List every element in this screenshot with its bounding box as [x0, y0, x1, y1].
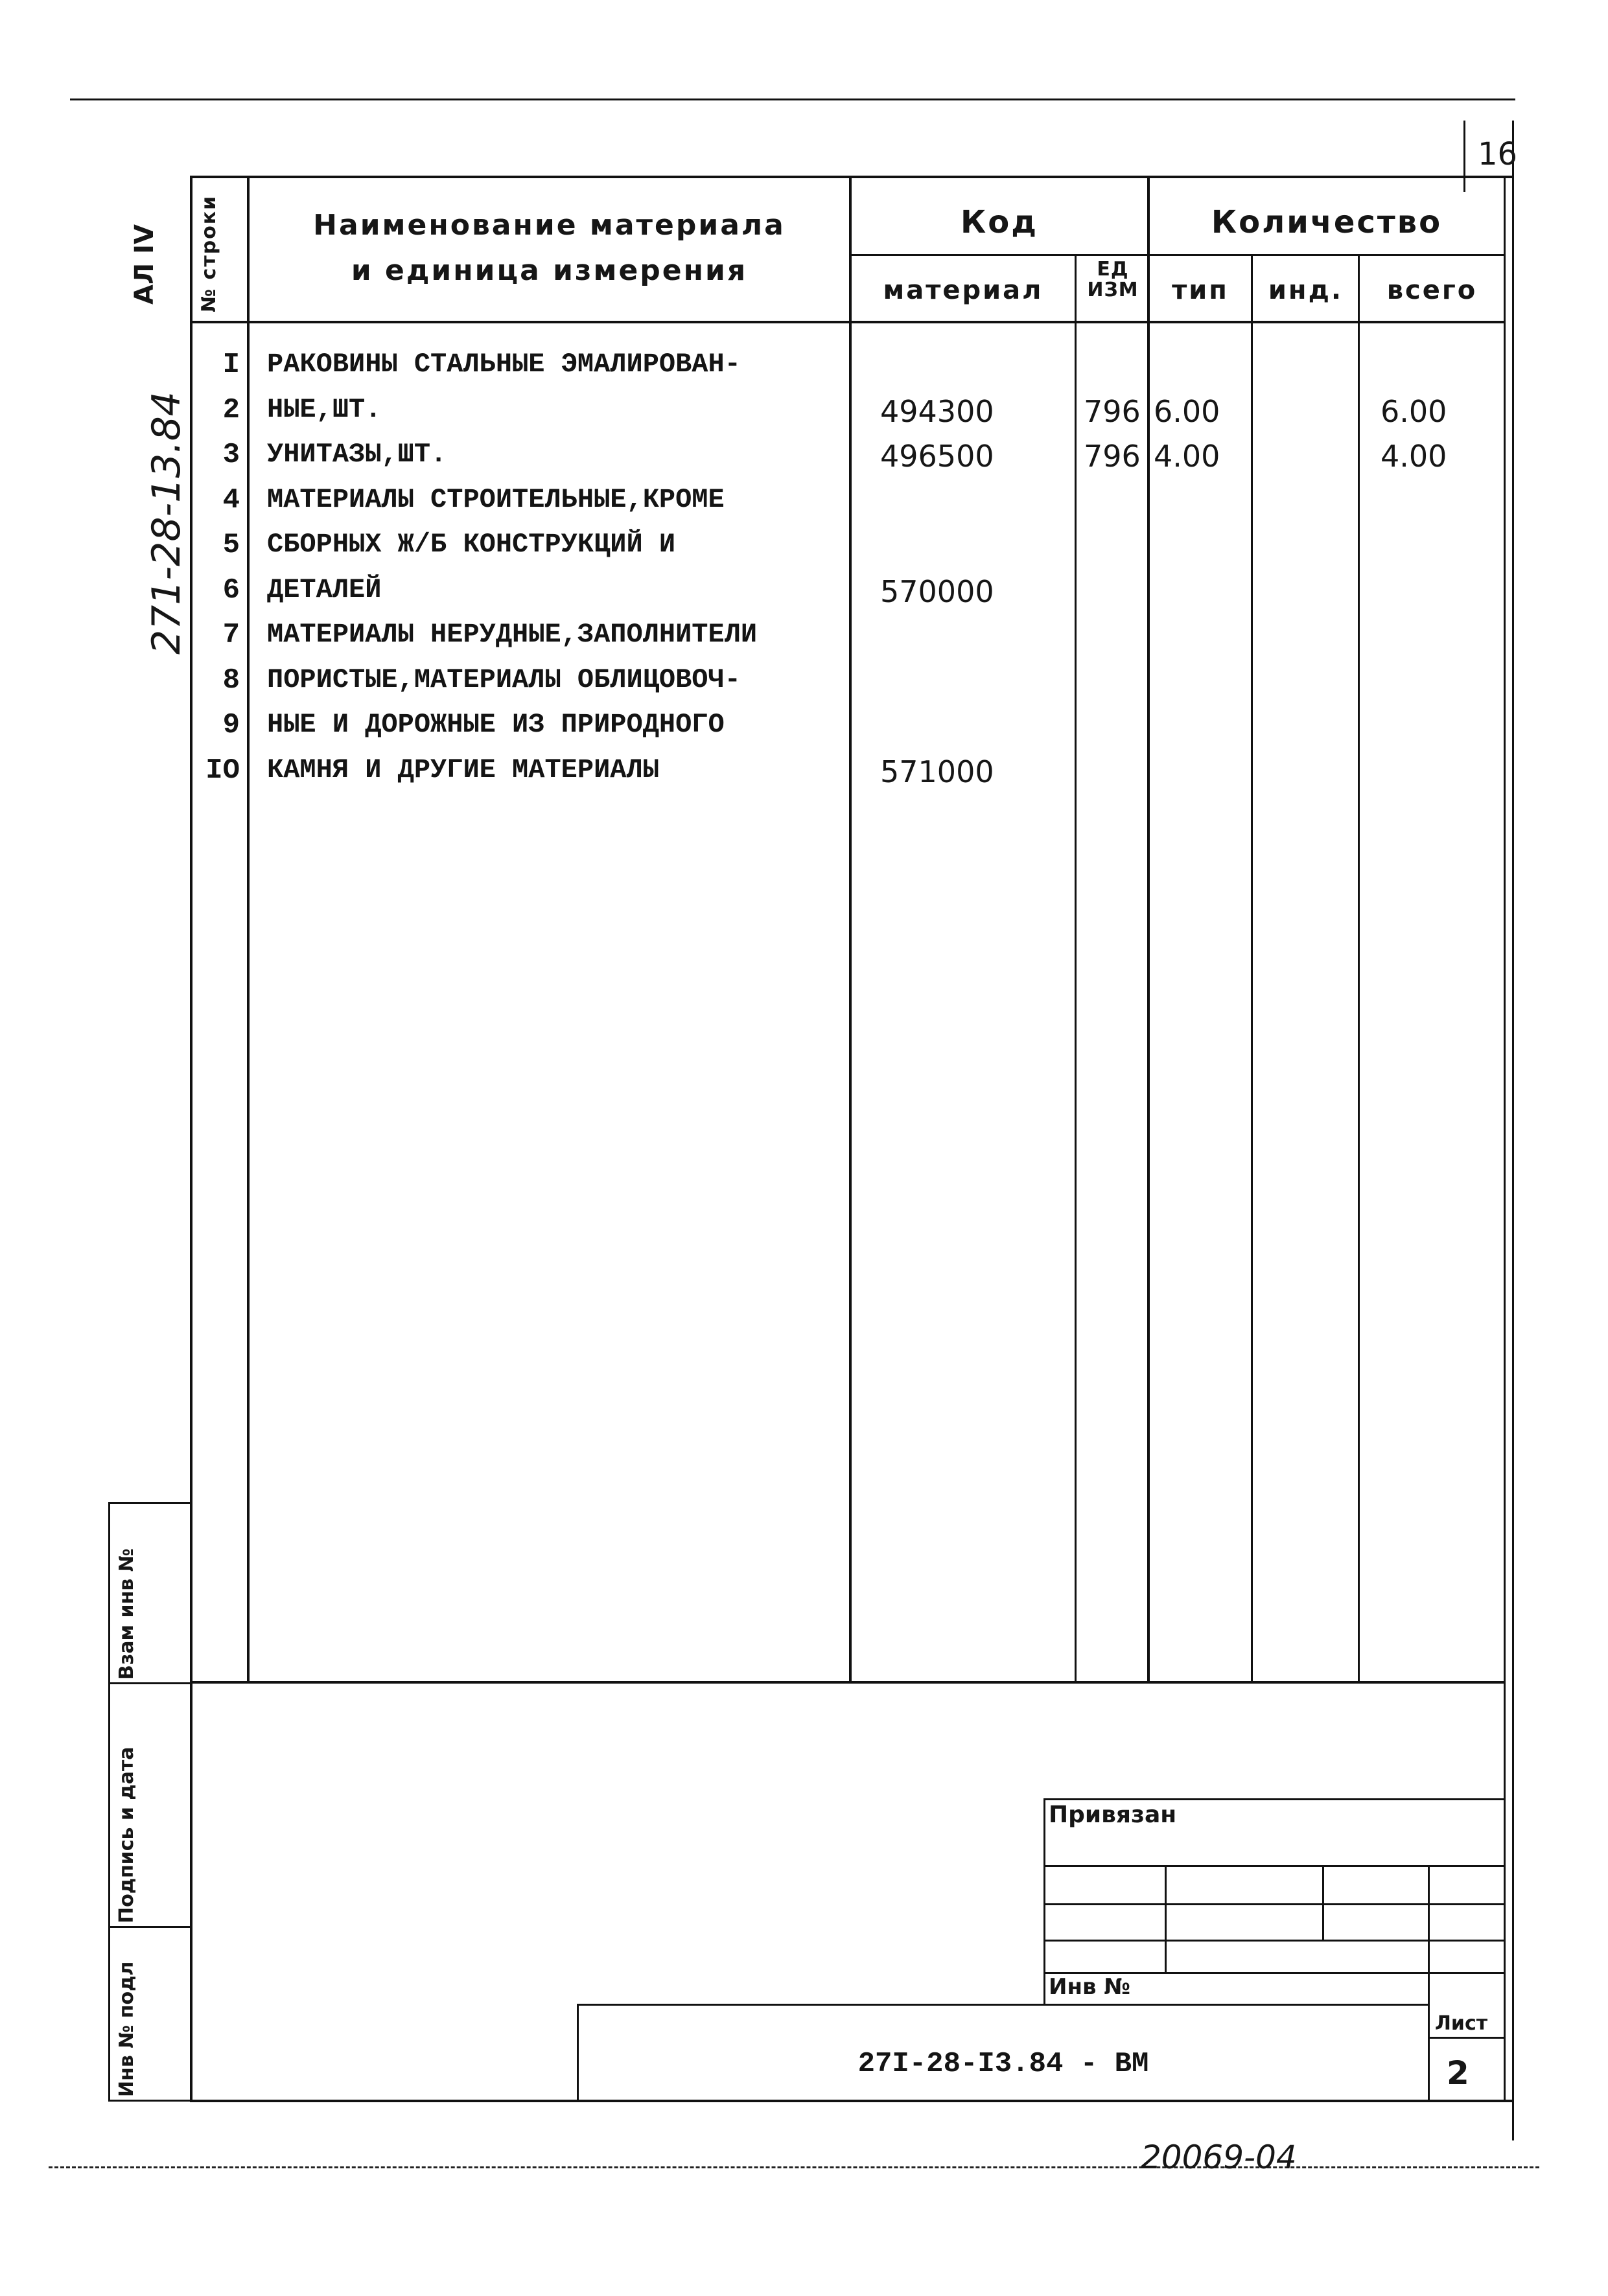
row-material-name: НЫЕ И ДОРОЖНЫЕ ИЗ ПРИРОДНОГО [267, 709, 725, 740]
body-end-line [190, 1681, 1506, 1684]
header-qty-type: тип [1172, 275, 1229, 305]
stamp-col-bottom [108, 2100, 191, 2102]
header-code: Код [961, 204, 1038, 240]
bottom-dashed-rule [49, 2166, 1539, 2168]
stamp-col-left [108, 1502, 110, 2100]
row-material-name: ПОРИСТЫЕ,МАТЕРИАЛЫ ОБЛИЦОВОЧ- [267, 664, 741, 695]
row-number: 5 [222, 529, 240, 561]
row-material-name: СБОРНЫХ Ж/Б КОНСТРУКЦИЙ И [267, 529, 676, 560]
row-number: 2 [222, 394, 240, 426]
stamp-podpis-label: Подпись и дата [115, 1746, 138, 1923]
stamp-inv-podl-label: Инв № подл [115, 1961, 138, 2097]
title-block-privyazan: Привязан [1049, 1802, 1177, 1828]
header-name-line1: Наименование материала [313, 209, 786, 242]
row-material-name: КАМНЯ И ДРУГИЕ МАТЕРИАЛЫ [267, 754, 659, 785]
title-block-sheet-label: Лист [1435, 2012, 1488, 2035]
row-unit-code: 796 [1084, 394, 1141, 429]
row-qty-type: 6.00 [1154, 394, 1220, 429]
tb-h1 [1043, 1865, 1504, 1867]
tb-v2 [1322, 1865, 1324, 1940]
tb-main-top [577, 2004, 1428, 2006]
tb-left [1043, 1798, 1045, 2006]
row-material-name: МАТЕРИАЛЫ СТРОИТЕЛЬНЫЕ,КРОМЕ [267, 484, 725, 515]
row-material-name: МАТЕРИАЛЫ НЕРУДНЫЕ,ЗАПОЛНИТЕЛИ [267, 619, 758, 650]
row-number: 3 [222, 439, 240, 471]
row-qty-total: 4.00 [1381, 439, 1447, 474]
table-right [1504, 176, 1506, 2102]
top-rule [70, 99, 1515, 100]
tb-sheet-line [1428, 2037, 1504, 2039]
tb-v1 [1165, 1865, 1167, 1972]
row-number: 9 [222, 709, 240, 741]
title-block-sheet-number: 2 [1447, 2054, 1469, 2092]
row-number: 8 [222, 664, 240, 697]
table-bottom [190, 2100, 1512, 2102]
tb-h3 [1043, 1940, 1504, 1942]
tb-top [1043, 1798, 1504, 1800]
header-bottom [190, 321, 1506, 323]
title-block-doc-code: 27I-28-I3.84 - ВМ [857, 2048, 1149, 2080]
corner-box-left [1463, 121, 1465, 192]
header-qty: Количество [1211, 204, 1443, 240]
row-number: I [222, 349, 240, 381]
table-top [190, 176, 1514, 178]
row-material-name: УНИТАЗЫ,ШТ. [267, 439, 447, 470]
col-ind-right [1358, 255, 1360, 1682]
row-unit-code: 796 [1084, 439, 1141, 474]
header-qty-total: всего [1386, 275, 1478, 305]
corner-box-right [1512, 121, 1514, 2140]
col-rowno-right [247, 176, 250, 1682]
margin-handwritten-number: 271-28-13.84 [144, 391, 189, 655]
row-material-name: РАКОВИНЫ СТАЛЬНЫЕ ЭМАЛИРОВАН- [267, 349, 741, 380]
col-name-right [849, 176, 852, 1682]
row-number: IO [205, 754, 240, 787]
header-qty-ind: инд. [1268, 275, 1344, 305]
sheet-corner-number: 16 [1478, 136, 1518, 172]
stamp-col-top [108, 1502, 191, 1504]
table-left [190, 176, 192, 2102]
col-code-right [1075, 255, 1077, 1682]
stamp-col-sep1 [108, 1682, 191, 1684]
row-material-code: 496500 [880, 439, 994, 474]
row-material-name: ДЕТАЛЕЙ [267, 574, 382, 605]
row-number: 7 [222, 619, 240, 651]
tb-h2 [1043, 1903, 1504, 1905]
footer-handwritten-number: 20069-04 [1141, 2139, 1297, 2176]
stamp-col-sep2 [108, 1926, 191, 1928]
header-code-material: материал [883, 275, 1043, 305]
row-material-code: 494300 [880, 394, 994, 429]
col-unit-right [1147, 176, 1150, 1682]
margin-album: АЛ IV [130, 224, 159, 305]
col-type-right [1251, 255, 1253, 1682]
header-sub-line [849, 254, 1506, 256]
row-material-name: НЫЕ,ШТ. [267, 394, 382, 425]
row-number: 6 [222, 574, 240, 607]
tb-v3 [1428, 1865, 1430, 2100]
row-qty-total: 6.00 [1381, 394, 1447, 429]
row-material-code: 570000 [880, 574, 994, 609]
row-number: 4 [222, 484, 240, 516]
header-name-line2: и единица измерения [351, 254, 748, 287]
header-code-unit: ЕД ИЗМ [1087, 258, 1139, 301]
row-material-code: 571000 [880, 754, 994, 789]
stamp-vzam-label: Взам инв № [115, 1548, 138, 1680]
title-block-inv-no: Инв № [1049, 1974, 1131, 2000]
row-no-header: № строки [198, 194, 220, 312]
row-qty-type: 4.00 [1154, 439, 1220, 474]
